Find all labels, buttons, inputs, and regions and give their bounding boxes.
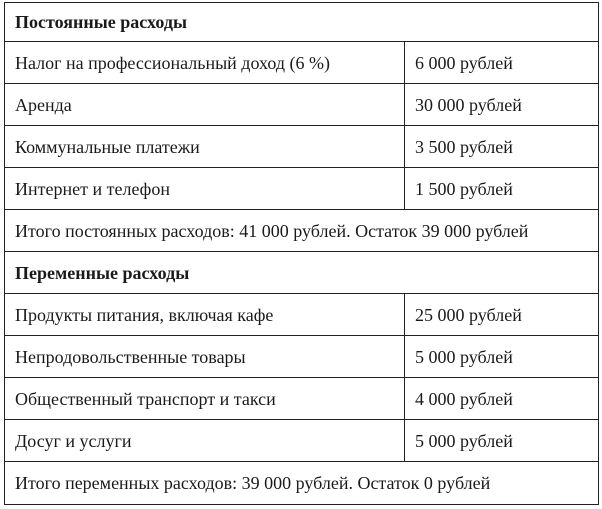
expense-amount: 4 000 рублей (405, 378, 599, 420)
variable-expenses-total: Итого переменных расходов: 39 000 рублей. Остаток 0 рублей (5, 462, 599, 505)
expense-amount: 5 000 рублей (405, 336, 599, 378)
expense-label: Коммунальные платежи (5, 126, 405, 168)
expense-amount: 25 000 рублей (405, 294, 599, 336)
expense-label: Интернет и телефон (5, 168, 405, 210)
expense-amount: 30 000 рублей (405, 84, 599, 126)
expenses-table (4, 2, 599, 505)
expense-amount: 3 500 рублей (405, 126, 599, 168)
table-row (5, 42, 599, 84)
expense-label: Досуг и услуги (5, 420, 405, 462)
table-row (5, 126, 599, 168)
variable-expenses-heading: Переменные расходы (5, 252, 599, 294)
table-row (5, 336, 599, 378)
expense-amount: 1 500 рублей (405, 168, 599, 210)
total-row (5, 210, 599, 252)
total-row (5, 462, 599, 505)
fixed-expenses-total: Итого постоянных расходов: 41 000 рублей. Остаток 39 000 рублей (5, 210, 599, 252)
section-header-row (5, 3, 599, 42)
table-row (5, 378, 599, 420)
expense-amount: 6 000 рублей (405, 42, 599, 84)
table-row (5, 168, 599, 210)
expense-label: Аренда (5, 84, 405, 126)
table-row (5, 84, 599, 126)
section-header-row (5, 252, 599, 294)
expense-amount: 5 000 рублей (405, 420, 599, 462)
table-row (5, 420, 599, 462)
expense-label: Непродовольственные товары (5, 336, 405, 378)
expense-label: Общественный транспорт и такси (5, 378, 405, 420)
expense-label: Налог на профессиональный доход (6 %) (5, 42, 405, 84)
expense-label: Продукты питания, включая кафе (5, 294, 405, 336)
table-row (5, 294, 599, 336)
fixed-expenses-heading: Постоянные расходы (5, 3, 599, 42)
